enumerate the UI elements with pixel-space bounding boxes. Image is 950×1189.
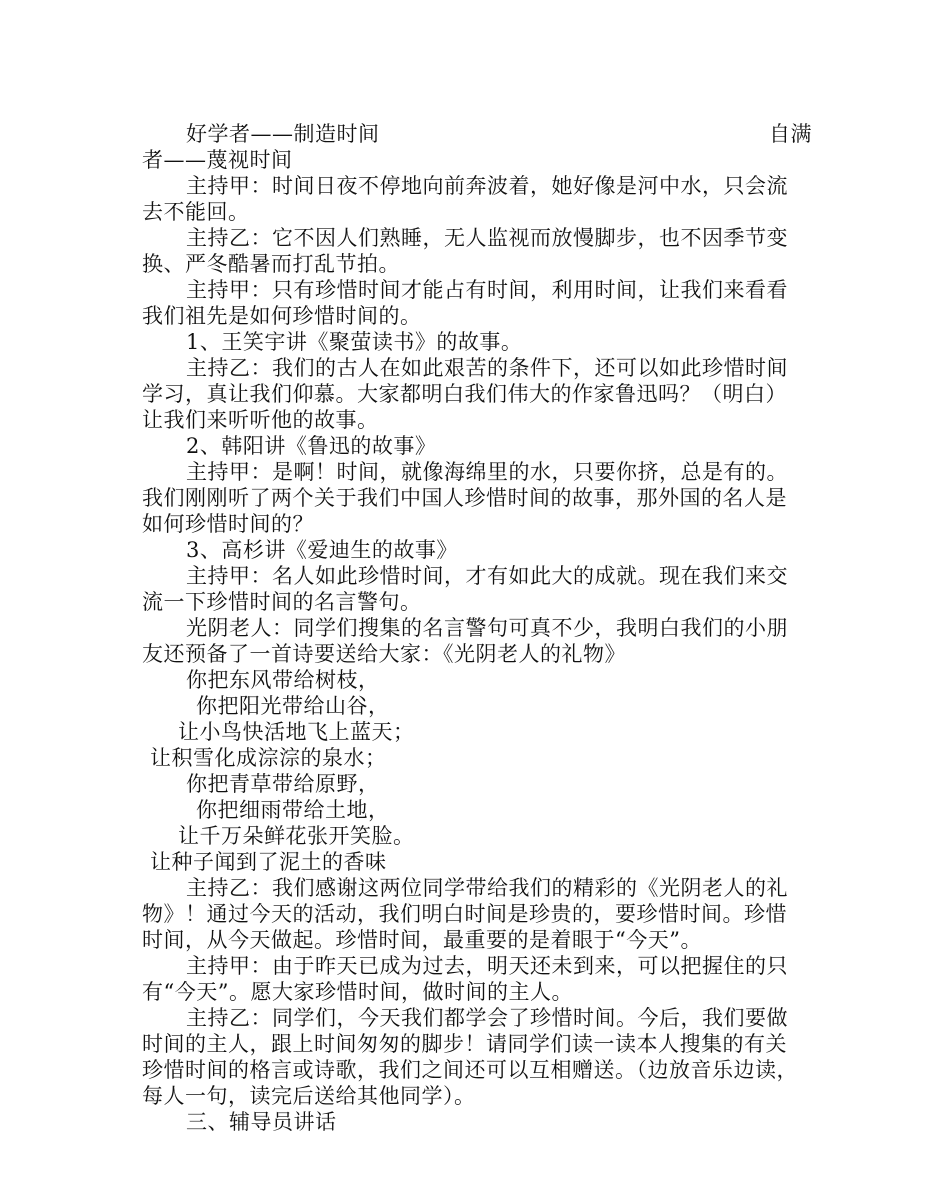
text-line: 1、王笑宇讲《聚萤读书》的故事。 xyxy=(186,330,523,354)
poem-line: 你把细雨带给土地， xyxy=(196,798,390,822)
text-line: 自满 xyxy=(769,122,812,146)
poem-line: 让小鸟快活地飞上蓝天； xyxy=(178,720,415,744)
poem-line: 让种子闻到了泥土的香味 xyxy=(150,850,387,874)
text-line: 主持乙：我们的古人在如此艰苦的条件下，还可以如此珍惜时间 xyxy=(186,356,788,380)
text-line: 有“今天”。愿大家珍惜时间，做时间的主人。 xyxy=(142,980,573,1004)
text-line: 主持甲：时间日夜不停地向前奔波着，她好像是河中水，只会流 xyxy=(186,174,788,198)
text-line: 友还预备了一首诗要送给大家：《光阴老人的礼物》 xyxy=(142,642,626,666)
text-line: 主持甲：由于昨天已成为过去，明天还未到来，可以把握住的只 xyxy=(186,954,788,978)
text-line: 流一下珍惜时间的名言警句。 xyxy=(142,590,422,614)
poem-line: 你把阳光带给山谷， xyxy=(196,694,390,718)
text-line: 我们祖先是如何珍惜时间的。 xyxy=(142,304,422,328)
text-line: 如何珍惜时间的？ xyxy=(142,512,314,536)
text-line: 2、韩阳讲《鲁迅的故事》 xyxy=(186,434,437,458)
text-line: 学习，真让我们仰慕。大家都明白我们伟大的作家鲁迅吗？（明白） xyxy=(142,382,787,406)
poem-line: 你把东风带给树枝， xyxy=(186,668,380,692)
text-line: 主持乙：我们感谢这两位同学带给我们的精彩的《光阴老人的礼 xyxy=(186,876,788,900)
text-line: 主持甲：是啊！时间，就像海绵里的水，只要你挤，总是有的。 xyxy=(186,460,788,484)
text-line: 时间的主人，跟上时间匆匆的脚步！请同学们读一读本人搜集的有关 xyxy=(142,1032,787,1056)
text-line: 去不能回。 xyxy=(142,200,250,224)
text-line: 时间，从今天做起。珍惜时间，最重要的是着眼于“今天”。 xyxy=(142,928,702,952)
text-line: 物》！通过今天的活动，我们明白时间是珍贵的，要珍惜时间。珍惜 xyxy=(142,902,787,926)
text-line: 每人一句，读完后送给其他同学）。 xyxy=(142,1084,476,1108)
text-line: 让我们来听听他的故事。 xyxy=(142,408,379,432)
text-line: 我们刚刚听了两个关于我们中国人珍惜时间的故事，那外国的名人是 xyxy=(142,486,787,510)
section-heading: 三、辅导员讲话 xyxy=(186,1110,337,1134)
poem-line: 让积雪化成淙淙的泉水； xyxy=(150,746,387,770)
text-line: 珍惜时间的格言或诗歌，我们之间还可以互相赠送。（边放音乐边读， xyxy=(142,1058,798,1082)
text-line: 光阴老人：同学们搜集的名言警句可真不少，我明白我们的小朋 xyxy=(186,616,788,640)
poem-line: 让千万朵鲜花张开笑脸。 xyxy=(178,824,415,848)
text-line: 主持乙：同学们，今天我们都学会了珍惜时间。今后，我们要做 xyxy=(186,1006,788,1030)
text-line: 主持甲：只有珍惜时间才能占有时间，利用时间，让我们来看看 xyxy=(186,278,788,302)
text-line: 者——蔑视时间 xyxy=(142,148,293,172)
text-line: 换、严冬酷暑而打乱节拍。 xyxy=(142,252,400,276)
text-line: 主持乙：它不因人们熟睡，无人监视而放慢脚步，也不因季节变 xyxy=(186,226,788,250)
poem-line: 你把青草带给原野， xyxy=(186,772,380,796)
text-line: 3、高杉讲《爱迪生的故事》 xyxy=(186,538,458,562)
text-line: 好学者——制造时间 xyxy=(186,122,380,146)
text-line: 主持甲：名人如此珍惜时间，才有如此大的成就。现在我们来交 xyxy=(186,564,788,588)
